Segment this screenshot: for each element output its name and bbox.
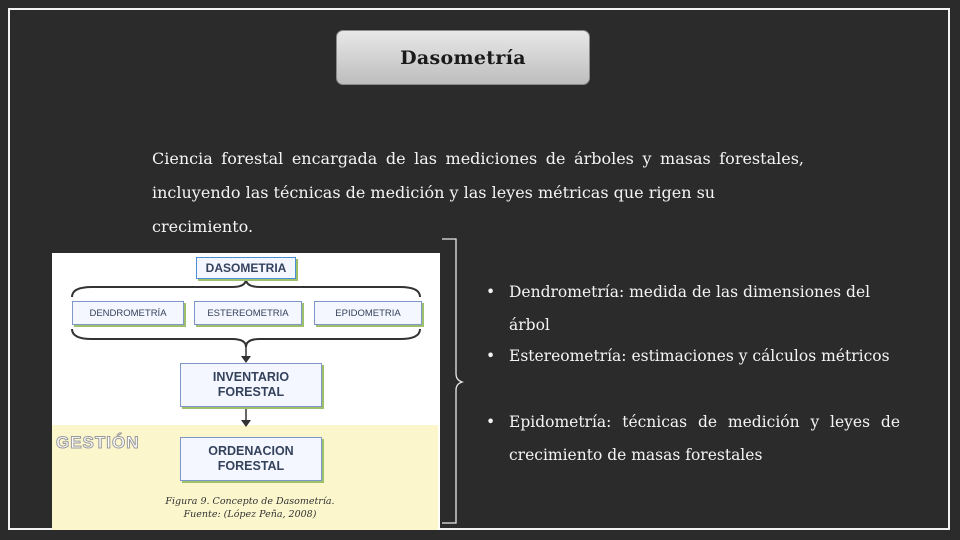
caption-line-1: Figura 9. Concepto de Dasometría. [165, 496, 335, 507]
ordenacion-line-2: FORESTAL [217, 459, 285, 473]
arrow-head-1 [241, 356, 251, 363]
bullet-dendrometria [486, 276, 900, 342]
bullet-epidometria [486, 406, 900, 472]
box-epidometria [314, 301, 422, 325]
box-estereometria-label: ESTEREOMETRIA [207, 307, 289, 319]
top-brace [72, 279, 420, 297]
figure-caption [150, 495, 350, 521]
box-ordenacion-label [208, 444, 293, 474]
bullet-marker: • [486, 347, 496, 365]
box-dasometria-label: DASOMETRIA [205, 261, 287, 275]
box-ordenacion-forestal [180, 437, 322, 481]
gestion-label: GESTIÓN [56, 433, 140, 452]
bullet-epidometria-text-1: Epidometría: técnicas de medición y leyes de [509, 413, 900, 431]
bullet-dendrometria-text: Dendrometría: medida de las dimensiones del árbol [509, 283, 871, 334]
ordenacion-line-1: ORDENACION [208, 444, 294, 458]
slide-title [336, 30, 590, 85]
box-dasometria [196, 257, 296, 279]
slide-title-text: Dasometría [400, 46, 526, 69]
bullet-estereometria-text: Estereometría: estimaciones y cálculos métricos [509, 347, 890, 365]
caption-line-2: Fuente: (López Peña, 2008) [183, 509, 317, 520]
inventario-line-2: FORESTAL [217, 385, 285, 399]
inventario-line-1: INVENTARIO [212, 370, 290, 384]
box-dendrometria-label: DENDROMETRÍA [89, 307, 167, 319]
box-estereometria [194, 301, 302, 325]
bullet-estereometria [486, 340, 900, 373]
arrow-head-2 [241, 420, 251, 427]
right-brace [440, 238, 466, 526]
dasometria-figure [52, 253, 440, 530]
intro-line-2: incluyendo las técnicas de medición y las leyes métricas que rigen su crecimiento. [152, 183, 716, 236]
intro-paragraph [152, 142, 804, 244]
bullet-epidometria-text-2: crecimiento de masas forestales [509, 446, 763, 464]
box-dendrometria [72, 301, 184, 325]
bullet-marker: • [486, 413, 496, 431]
bottom-brace [72, 329, 420, 347]
box-inventario-label [213, 370, 289, 400]
box-inventario-forestal [180, 363, 322, 407]
intro-line-1: Ciencia forestal encargada de las mediciones de árboles y masas forestales, [152, 149, 804, 168]
bullet-marker: • [486, 283, 496, 301]
box-epidometria-label: EPIDOMETRIA [335, 307, 401, 319]
